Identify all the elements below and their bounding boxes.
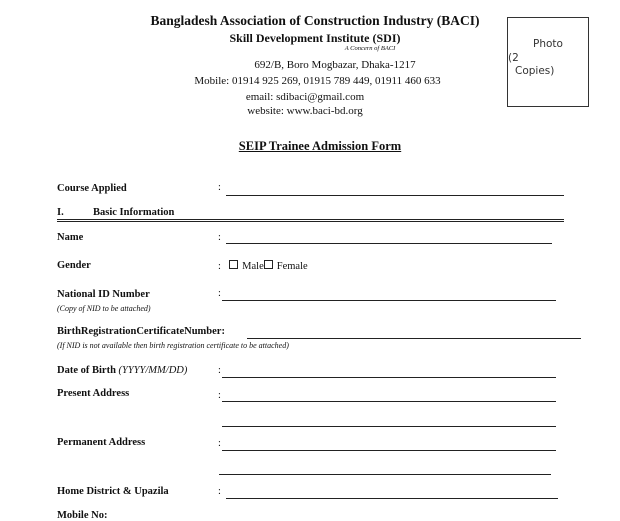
present-address-input-line2[interactable] bbox=[222, 426, 556, 427]
gender-options bbox=[218, 260, 308, 272]
address: 692/B, Boro Mogbazar, Dhaka-1217 bbox=[254, 59, 416, 71]
course-applied-input[interactable] bbox=[226, 195, 564, 196]
dob-format: (YYYY/MM/DD) bbox=[118, 365, 188, 376]
course-applied-label: Course Applied bbox=[57, 183, 127, 194]
name-label: Name bbox=[57, 232, 84, 243]
colon: : bbox=[218, 261, 221, 272]
permanent-address-label: Permanent Address bbox=[57, 437, 146, 448]
present-address-input-line1[interactable] bbox=[222, 401, 556, 402]
section-title: Basic Information bbox=[93, 207, 175, 218]
nid-label: National ID Number bbox=[57, 289, 150, 300]
home-district-input[interactable] bbox=[226, 498, 558, 499]
mobile-numbers: Mobile: 01914 925 269, 01915 789 449, 01911 460 633 bbox=[194, 75, 441, 87]
section-rule-top bbox=[57, 219, 564, 220]
photo-label-line3: Copies) bbox=[515, 65, 555, 77]
colon: : bbox=[218, 232, 221, 243]
concern-note: A Concern of BACI bbox=[344, 45, 396, 52]
birth-reg-note: (If NID is not available then birth registration certificate to be attached) bbox=[57, 341, 289, 350]
section-number: I. bbox=[57, 207, 64, 218]
name-input[interactable] bbox=[226, 243, 552, 244]
dob-label: Date of Birth bbox=[57, 365, 116, 376]
nid-note: (Copy of NID to be attached) bbox=[57, 304, 151, 313]
mobile-no-label: Mobile No: bbox=[57, 510, 108, 521]
present-address-label: Present Address bbox=[57, 388, 130, 399]
permanent-address-input-line2[interactable] bbox=[219, 474, 551, 475]
email: email: sdibaci@gmail.com bbox=[245, 91, 365, 103]
birth-reg-label: BirthRegistrationCertificateNumber: bbox=[57, 326, 225, 337]
colon: : bbox=[218, 365, 221, 376]
birth-reg-input[interactable] bbox=[247, 338, 581, 339]
photo-label-line2: (2 bbox=[508, 52, 519, 64]
nid-input[interactable] bbox=[222, 300, 556, 301]
colon: : bbox=[218, 390, 221, 401]
colon: : bbox=[218, 288, 221, 299]
org-name: Bangladesh Association of Construction Industry (BACI) bbox=[150, 13, 480, 28]
photo-box bbox=[507, 17, 589, 107]
female-checkbox[interactable] bbox=[264, 260, 273, 269]
colon: : bbox=[218, 438, 221, 449]
female-label: Female bbox=[276, 261, 308, 272]
home-district-label: Home District & Upazila bbox=[57, 486, 169, 497]
dob-input[interactable] bbox=[222, 377, 556, 378]
dob-label-group bbox=[57, 365, 187, 376]
gender-label: Gender bbox=[57, 260, 91, 271]
permanent-address-input-line1[interactable] bbox=[222, 450, 556, 451]
form-title: SEIP Trainee Admission Form bbox=[238, 139, 402, 153]
photo-label-line1: Photo bbox=[533, 38, 563, 50]
male-label: Male bbox=[242, 261, 264, 272]
institute-name: Skill Development Institute (SDI) bbox=[229, 31, 401, 45]
website: website: www.baci-bd.org bbox=[247, 105, 363, 117]
colon: : bbox=[218, 486, 221, 497]
colon: : bbox=[218, 182, 221, 193]
male-checkbox[interactable] bbox=[229, 260, 238, 269]
section-rule-bottom bbox=[57, 221, 564, 222]
